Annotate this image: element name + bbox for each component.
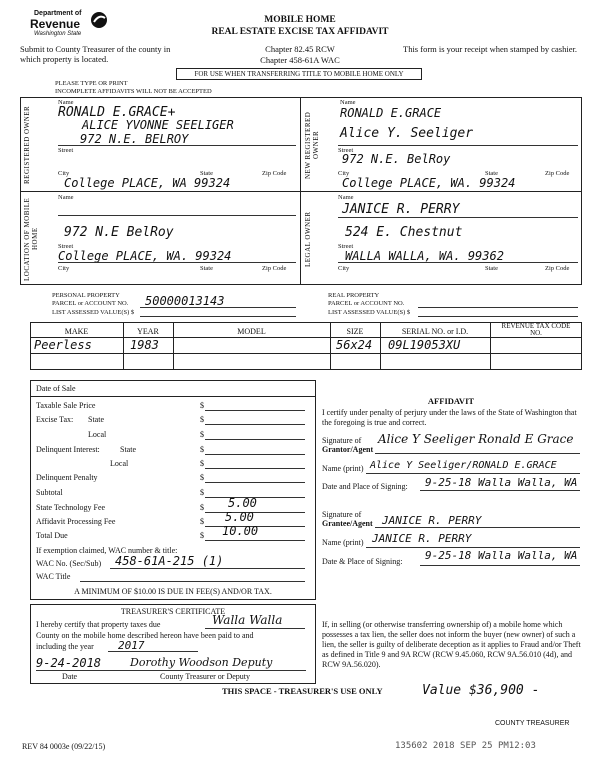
ro-street[interactable]: 972 N.E. BELROY [80,132,189,146]
no-street-label: Street [338,147,354,154]
grantor-sig-label-2: Grantor/Agent [322,445,374,454]
table-col5 [490,322,491,370]
treasurer-county[interactable]: Walla Walla [212,613,283,627]
grantor-date-line [420,490,580,491]
lo-zip-label: Zip Code [545,265,570,272]
no-street-line [338,145,578,146]
grantee-sig-label-1: Signature of [322,510,362,519]
delinq-penalty-label: Delinquent Penalty [36,473,98,482]
no-zip-label: Zip Code [545,170,570,177]
loc-name-line [58,215,296,216]
pp-parcel-value[interactable]: 50000013143 [145,294,225,308]
grantor-signature[interactable]: Alice Y Seeliger Ronald E Grace [378,432,574,446]
no-name1[interactable]: RONALD E.GRACE [340,106,442,120]
treasurer-sig-line [36,670,306,671]
wac-no-value[interactable]: 458-61A-215 (1) [115,554,224,568]
registered-owner-label: REGISTERED OWNER [23,105,31,185]
loc-state-label: State [200,265,213,272]
exemption-label: If exemption claimed, WAC number & title: [36,546,178,555]
excise-label: Excise Tax: [36,415,74,424]
grantee-sig-line [375,527,580,528]
rp-assessed-label: LIST ASSESSED VALUE(S) $ [328,309,411,316]
grantor-name-value[interactable]: Alice Y Seeliger/RONALD E.GRACE [370,460,557,471]
treasurer-county-line [205,628,305,629]
wac-no-label: WAC No. (Sec/Sub) [36,559,102,568]
dor-logo [30,10,108,40]
taxable-line [205,410,305,411]
lo-city-line [338,262,578,263]
treasurer-date-label: Date [62,672,78,681]
no-city[interactable]: College PLACE, WA. 99324 [342,176,516,190]
treasurer-text-3: including the year [36,642,94,651]
dollar-1: $ [200,401,204,410]
no-city-label: City [338,170,350,177]
lo-name-line [338,217,578,218]
subtotal-label: Subtotal [36,488,63,497]
ro-zip-label: Zip Code [262,170,287,177]
treasurer-text-1: I hereby certify that property taxes due [36,620,161,629]
total-due-value[interactable]: 10.00 [222,524,259,538]
pp-label: PERSONAL PROPERTY [52,292,120,299]
treasurer-year[interactable]: 2017 [118,639,145,652]
dollar-8: $ [200,503,204,512]
td-size[interactable]: 56x24 [336,338,373,352]
no-name2[interactable]: Alice Y. Seeliger [340,126,474,141]
ro-name1[interactable]: RONALD E.GRACE+ [58,105,176,120]
ro-city-label: City [58,170,70,177]
th-make: MAKE [64,327,89,336]
delinq-state-line [205,454,305,455]
lo-name[interactable]: JANICE R. PERRY [342,202,460,217]
lo-state-label: State [485,265,498,272]
ro-name2[interactable]: ALICE YVONNE SEELIGER [82,118,234,132]
grantor-sig-line [375,453,580,454]
county-treasurer-label: COUNTY TREASURER [495,720,570,727]
taxable-label: Taxable Sale Price [36,401,96,410]
no-state-label: State [485,170,498,177]
td-make[interactable]: Peerless [34,338,92,352]
receipt-text: This form is your receipt when stamped by cashier. [403,44,577,54]
th-year: YEAR [137,327,159,336]
fraud-notice: If, in selling (or otherwise transferring ownership of) a mobile home which possesses a tax lien, the seller does not inform the buyer (new owner) of such a lien, the seller is guilty of deliberate deception as it applies to Fraud and/or Theft as defined in Title 9 and 9A RCW (RCW 9.45.060, RCW 9A.56.010 (4d), and RCW 9A.56.020). [322,620,581,669]
legal-owner-label: LEGAL OWNER [304,211,312,267]
lo-city[interactable]: WALLA WALLA, WA. 99362 [345,249,504,263]
treasurer-signature[interactable]: Dorothy Woodson Deputy [130,656,273,669]
owner-hdivider [20,191,582,192]
affidavit-title: AFFIDAVIT [427,396,475,406]
grantee-name-value[interactable]: JANICE R. PERRY [372,532,472,545]
dollar-4: $ [200,445,204,454]
delinq-penalty-line [205,482,305,483]
ro-street-line [58,145,296,146]
tech-fee-line [205,512,305,513]
tech-fee-label: State Technology Fee [36,503,106,512]
ro-street-label: Street [58,147,74,154]
th-size: SIZE [346,327,364,336]
date-of-sale-label: Date of Sale [36,384,76,393]
ro-state-label: State [200,170,213,177]
grantor-date-value[interactable]: 9-25-18 Walla Walla, WA [425,476,578,489]
new-registered-owner-label: NEW REGISTERED OWNER [304,111,320,179]
delinq-local-label: Local [110,459,129,468]
dollar-3: $ [200,430,204,439]
rp-label: REAL PROPERTY [328,292,380,299]
no-name-label: Name [340,99,356,106]
dollar-5: $ [200,459,204,468]
wac-title-line [80,581,305,582]
delinq-local-line [205,468,305,469]
dollar-9: $ [200,517,204,526]
loc-city-label: City [58,265,70,272]
treasurer-year-line [108,651,198,652]
ro-city[interactable]: College PLACE, WA 99324 [64,176,231,190]
table-mid-line [30,353,582,354]
rp-assessed-line [418,316,578,317]
grantor-date-label: Date and Place of Signing: [322,482,408,491]
excise-local-label: Local [88,430,107,439]
pp-parcel-line [140,307,296,308]
dollar-2: $ [200,415,204,424]
loc-city[interactable]: College PLACE, WA. 99324 [58,249,232,263]
grantee-name-line [366,547,580,548]
excise-state-line [205,424,305,425]
wac-no-line [110,568,305,569]
dor-swoosh-icon [90,11,108,29]
loc-city-line [58,262,296,263]
loc-street[interactable]: 972 N.E BelRoy [64,225,174,240]
grantee-sig-label-2: Grantee/Agent [322,519,373,528]
rp-parcel-line [418,307,578,308]
delinq-state-label: State [120,445,136,454]
treasurer-deputy-label: County Treasurer or Deputy [160,672,250,681]
table-header-line [30,337,582,338]
dollar-6: $ [200,473,204,482]
total-due-label: Total Due [36,531,68,540]
form-number: REV 84 0003e (09/22/15) [22,742,106,751]
affidavit-text: I certify under penalty of perjury under the laws of the State of Washington that the foregoing is true and correct. [322,408,577,427]
rp-parcel-label: PARCEL or ACCOUNT NO. [328,300,405,307]
affidavit-fee-value[interactable]: 5.00 [225,510,254,524]
treasurer-cert-title: TREASURER'S CERTIFICATE [120,607,226,616]
grantor-name-line [366,473,580,474]
dollar-7: $ [200,488,204,497]
wac-title-label: WAC Title [36,572,71,581]
excise-local-line [205,439,305,440]
ro-name-label: Name [58,99,74,106]
lo-street[interactable]: 524 E. Chestnut [345,225,463,240]
td-serial[interactable]: 09L19053XU [388,338,461,352]
loc-zip-label: Zip Code [262,265,287,272]
location-label: LOCATION OF MOBILE HOME [23,197,39,281]
form-title-2: REAL ESTATE EXCISE TAX AFFIDAVIT [211,27,389,37]
grantee-date-line [420,565,580,566]
lo-name-label: Name [338,194,354,201]
pp-parcel-label: PARCEL or ACCOUNT NO. [52,300,129,307]
dollar-10: $ [200,531,204,540]
grantee-date-value[interactable]: 9-25-18 Walla Walla, WA [425,549,578,562]
transfer-banner: FOR USE WHEN TRANSFERRING TITLE TO MOBILE HOME ONLY [176,68,422,80]
wa-state-text: Washington State [34,31,82,37]
th-model: MODEL [237,327,266,336]
delinq-interest-label: Delinquent Interest: [36,445,100,454]
grantor-name-label: Name (print) [322,464,364,473]
please-print: PLEASE TYPE OR PRINT [55,80,128,87]
grantee-signature[interactable]: JANICE R. PERRY [382,514,482,527]
revenue-text: Revenue [30,17,81,31]
treasurer-date[interactable]: 9-24-2018 [36,656,102,670]
chapter-wac: Chapter 458-61A WAC [260,55,340,65]
chapter-rcw: Chapter 82.45 RCW [265,44,335,54]
td-year[interactable]: 1983 [130,338,159,352]
minimum-notice: A MINIMUM OF $10.00 IS DUE IN FEE(S) AND/OR TAX. [74,587,272,596]
grantee-date-label: Date & Place of Signing: [322,557,403,566]
grantor-sig-label-1: Signature of [322,436,362,445]
lo-street-label: Street [338,243,354,250]
excise-state-label: State [88,415,104,424]
treasurer-value[interactable]: Value $36,900 - [422,683,540,698]
pp-assessed-line [140,316,296,317]
treasurer-text-2: County on the mobile home described hereon have been paid to and [36,631,254,640]
calc-sep [30,396,316,397]
incomplete-notice: INCOMPLETE AFFIDAVITS WILL NOT BE ACCEPTED [55,88,212,95]
loc-street-label: Street [58,243,74,250]
form-title-1: MOBILE HOME [264,15,336,25]
pp-assessed-label: LIST ASSESSED VALUE(S) $ [52,309,135,316]
received-stamp: 135602 2018 SEP 25 PM12:03 [395,741,536,751]
tech-fee-value[interactable]: 5.00 [228,496,257,510]
dept-of-text: Department of [34,10,82,17]
loc-name-label: Name [58,194,74,201]
th-serial: SERIAL NO. or I.D. [401,327,469,336]
grantee-name-label: Name (print) [322,538,364,547]
treasurer-use-banner: THIS SPACE - TREASURER'S USE ONLY [222,686,383,696]
lo-city-label: City [338,265,350,272]
submit-text: Submit to County Treasurer of the county in which property is located. [20,44,171,64]
no-street[interactable]: 972 N.E. BelRoy [342,152,451,166]
total-due-line [205,540,305,541]
affidavit-fee-label: Affidavit Processing Fee [36,517,116,526]
th-revenue: REVENUE TAX CODE NO. [501,322,571,337]
